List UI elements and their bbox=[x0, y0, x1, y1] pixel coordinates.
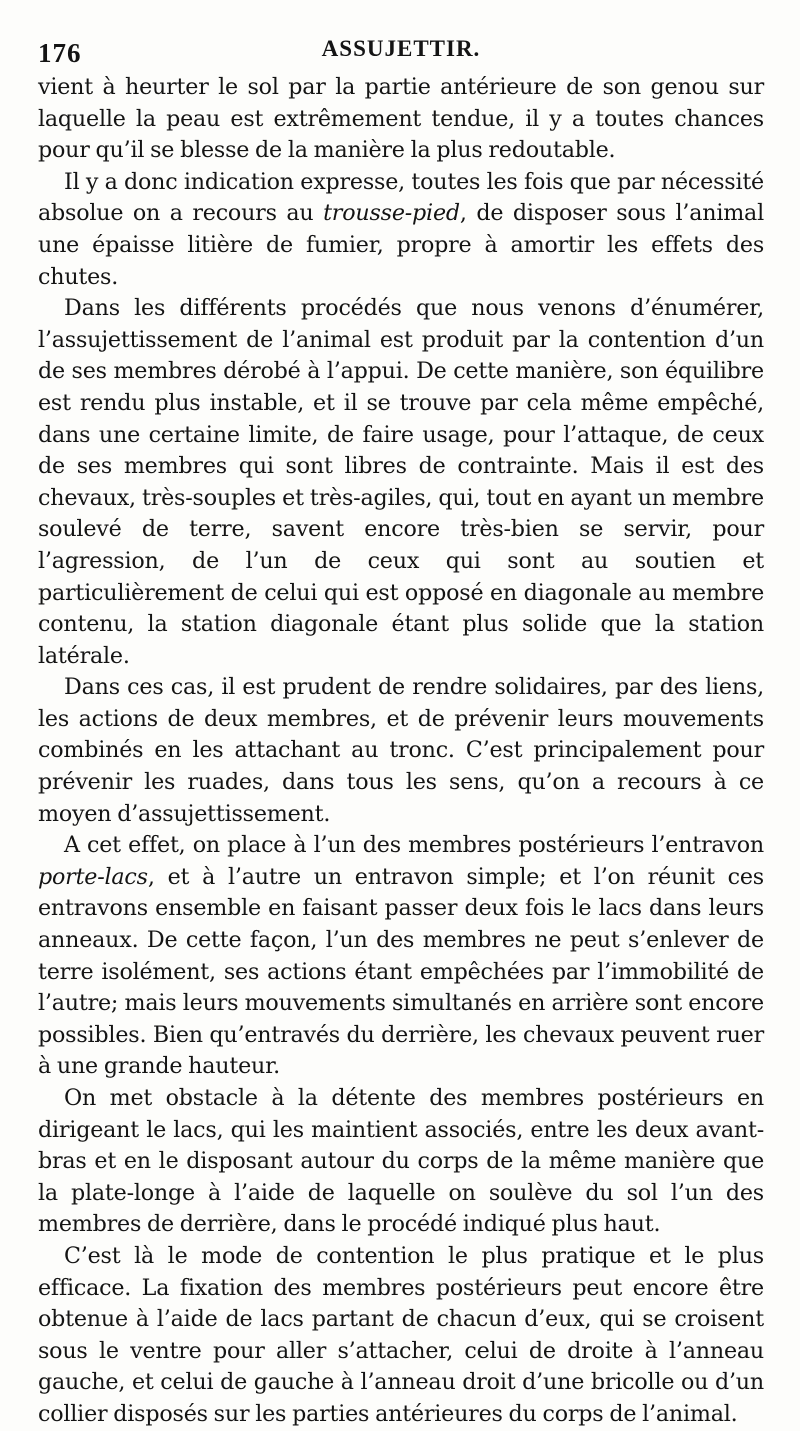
paragraph-procedes: Dans les différents procédés que nous venons d’énumérer, l’assujettissement de l’animal est produit par la contention d’un de ses membres dérobé à l’appui. De cette manière, son équilibre est rendu plus instable, et il se trouve par cela même empêché, dans une certaine limite, de faire usage, pour l’attaque, de ceux de ses membres qui sont libres de contrainte. Mais il est des chevaux, très-souples et très-agiles, qui, tout en ayant un membre soulevé de terre, savent encore très-bien se servir, pour l’agression, de l’un de ceux qui sont au soutien et particulièrement de celui qui est opposé en diagonale au membre contenu, la station diagonale étant plus solide que la station latérale. bbox=[38, 295, 764, 669]
italic-term: porte-lacs bbox=[38, 863, 148, 890]
page-number: 176 bbox=[38, 38, 82, 68]
paragraph-text: , et à l’autre un entravon simple; et l’on réunit ces entravons ensemble en faisant passer deux fois le lacs dans leurs anneaux. De cette façon, l’un des membres ne peut s’enlever de terre isolément, ses actions étant empêchées par l’immobilité de l’autre; mais leurs mouvements simultanés en arrière sont encore possibles. Bien qu’entravés du derrière, les chevaux peuvent ruer à une grande hauteur. bbox=[38, 863, 764, 1080]
body-text bbox=[38, 72, 764, 1431]
running-head: ASSUJETTIR. bbox=[321, 36, 481, 61]
paragraph-dans-ces-cas: Dans ces cas, il est prudent de rendre solidaires, par des liens, les actions de deux membres, et de prévenir leurs mouvements combinés en les attachant au tronc. C’est principalement pour prévenir les ruades, dans tous les sens, qu’on a recours à ce moyen d’assujettissement. bbox=[38, 674, 764, 827]
paragraph-continuation: vient à heurter le sol par la partie antérieure de son genou sur laquelle la peau est extrêmement tendue, il y a toutes chances pour qu’il se blesse de la manière la plus redoutable. bbox=[38, 74, 764, 164]
paragraph-contention: C’est là le mode de contention le plus pratique et le plus efficace. La fixation des membres postérieurs peut encore être obtenue à l’aide de lacs partant de chacun d’eux, qui se croisent sous le ventre pour aller s’attacher, celui de droite à l’anneau gauche, et celui de gauche à l’anneau droit d’une bricolle ou d’un collier disposés sur les parties antérieures du corps de l’animal. bbox=[38, 1242, 764, 1427]
paragraph-entravon bbox=[38, 830, 764, 1083]
paragraph-obstacle: On met obstacle à la détente des membres postérieurs en dirigeant le lacs, qui les maintient associés, entre les deux avant-bras et en le disposant autour du corps de la même manière que la plate-longe à l’aide de laquelle on soulève du sol l’un des membres de derrière, dans le procédé indiqué plus haut. bbox=[38, 1085, 764, 1238]
paragraph-text: A cet effet, on place à l’un des membres postérieurs l’entravon bbox=[64, 832, 764, 859]
paragraph-trousse-pied bbox=[38, 167, 764, 293]
page-header bbox=[38, 28, 764, 72]
paragraph-text: , de disposer sous l’animal une épaisse litière de fumier, propre à amortir les effets des chutes. bbox=[38, 200, 764, 290]
italic-term: trousse-pied bbox=[323, 200, 460, 227]
paragraph-text: Il y a donc indication expresse, toutes les fois que par nécessité absolue on a recours au bbox=[38, 168, 764, 227]
